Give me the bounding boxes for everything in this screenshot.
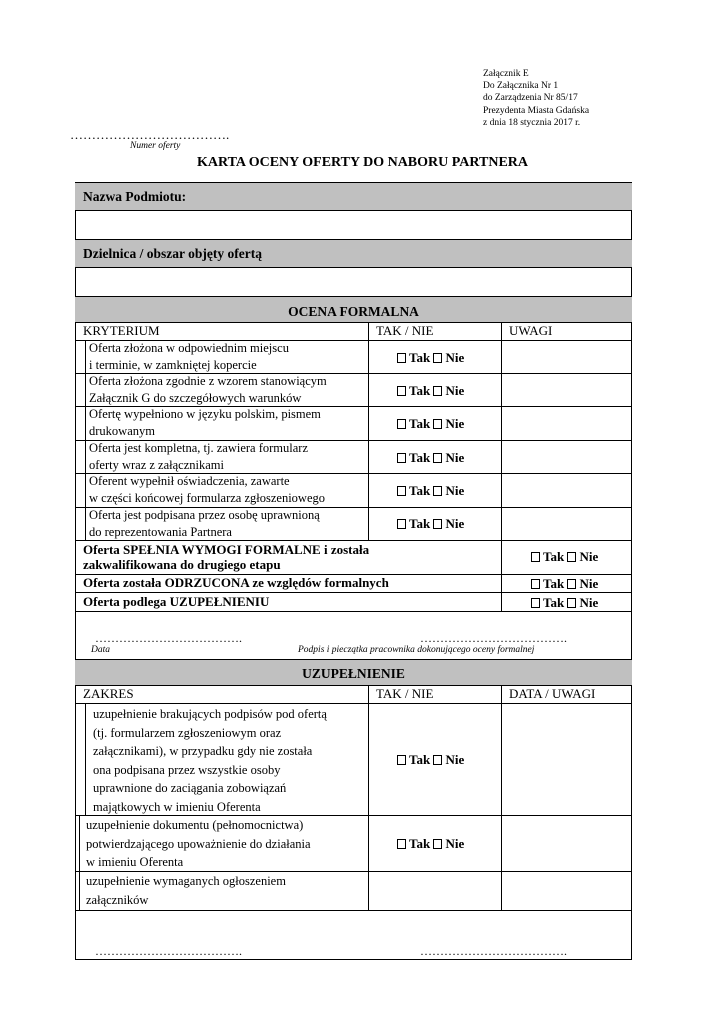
district-label: Dzielnica / obszar objęty ofertą bbox=[83, 246, 262, 261]
no-checkbox[interactable] bbox=[433, 755, 442, 765]
yes-label: Tak bbox=[409, 836, 431, 851]
result-supplement: Oferta podlega UZUPEŁNIENIU bbox=[83, 594, 270, 609]
criterion-text: Oferta jest podpisana przez osobę uprawnioną bbox=[89, 508, 320, 522]
no-label: Nie bbox=[445, 450, 465, 465]
date-label: Data bbox=[91, 645, 110, 655]
supplement-text: uzupełnienie wymaganych ogłoszeniem bbox=[86, 874, 286, 888]
no-label: Nie bbox=[445, 752, 465, 767]
entity-label: Nazwa Podmiotu: bbox=[83, 189, 187, 204]
col-yesno: TAK / NIE bbox=[376, 323, 434, 338]
district-input[interactable] bbox=[75, 268, 632, 296]
signature-field[interactable]: ………………………………. bbox=[420, 631, 567, 645]
date-field[interactable]: ………………………………. bbox=[95, 631, 242, 645]
criterion-4 bbox=[89, 440, 308, 473]
no-checkbox[interactable] bbox=[433, 419, 442, 429]
no-checkbox[interactable] bbox=[433, 519, 442, 529]
yes-no-choice bbox=[397, 752, 464, 768]
supplement-text: załączników bbox=[86, 892, 149, 907]
supplement-text: uzupełnienie dokumentu (pełnomocnictwa) bbox=[86, 818, 304, 832]
entity-header bbox=[75, 182, 632, 211]
criterion-5 bbox=[89, 473, 325, 506]
supplement-text: majątkowych w imieniu Oferenta bbox=[93, 799, 261, 814]
yes-label: Tak bbox=[409, 483, 431, 498]
attachment-note bbox=[483, 68, 589, 129]
yes-checkbox[interactable] bbox=[531, 579, 540, 589]
yes-checkbox[interactable] bbox=[397, 419, 406, 429]
no-label: Nie bbox=[579, 576, 599, 591]
criterion-text: Oferta złożona w odpowiednim miejscu bbox=[89, 341, 289, 355]
criterion-text: Oferent wypełnił oświadczenia, zawarte bbox=[89, 474, 290, 488]
yes-label: Tak bbox=[409, 450, 431, 465]
no-label: Nie bbox=[445, 416, 465, 431]
criterion-text: Załącznik G do szczegółowych warunków bbox=[89, 390, 302, 405]
attachment-line: do Zarządzenia Nr 85/17 bbox=[483, 93, 578, 104]
yes-checkbox[interactable] bbox=[397, 839, 406, 849]
result-supplement-choice bbox=[531, 595, 598, 611]
offer-number-field[interactable]: ………………………………. bbox=[70, 127, 230, 142]
offer-number-label: Numer oferty bbox=[130, 141, 181, 151]
criterion-text: w części końcowej formularza zgłoszeniowego bbox=[89, 490, 326, 505]
yes-label: Tak bbox=[409, 516, 431, 531]
criterion-text: Oferta jest kompletna, tj. zawiera formularz bbox=[89, 441, 309, 455]
yes-no-choice bbox=[397, 516, 464, 532]
attachment-line: z dnia 18 stycznia 2017 r. bbox=[483, 117, 581, 128]
no-label: Nie bbox=[445, 483, 465, 498]
yes-label: Tak bbox=[409, 383, 431, 398]
entity-input[interactable] bbox=[75, 211, 632, 239]
formal-header-label: OCENA FORMALNA bbox=[288, 304, 419, 319]
no-label: Nie bbox=[445, 383, 465, 398]
yes-label: Tak bbox=[543, 549, 565, 564]
yes-checkbox[interactable] bbox=[397, 386, 406, 396]
no-label: Nie bbox=[579, 595, 599, 610]
col-yesno: TAK / NIE bbox=[376, 686, 434, 701]
supplement-text: (tj. formularzem zgłoszeniowym oraz bbox=[93, 725, 282, 740]
criterion-text: oferty wraz z załącznikami bbox=[89, 457, 224, 472]
yes-checkbox[interactable] bbox=[397, 453, 406, 463]
no-checkbox[interactable] bbox=[433, 453, 442, 463]
criterion-text: Oferta złożona zgodnie z wzorem stanowiącym bbox=[89, 374, 327, 388]
no-label: Nie bbox=[445, 516, 465, 531]
yes-checkbox[interactable] bbox=[397, 755, 406, 765]
supplement-text: uzupełnienie brakujących podpisów pod ofertą bbox=[93, 707, 327, 721]
col-date-notes: DATA / UWAGI bbox=[509, 686, 596, 701]
yes-checkbox[interactable] bbox=[531, 552, 540, 562]
col-criterion: KRYTERIUM bbox=[83, 323, 160, 338]
yes-no-choice bbox=[397, 483, 464, 499]
attachment-line: Prezydenta Miasta Gdańska bbox=[483, 105, 590, 116]
yes-no-choice bbox=[397, 383, 464, 399]
attachment-line: Załącznik E bbox=[483, 69, 529, 79]
criterion-text: drukowanym bbox=[89, 423, 155, 438]
supplement-item-2 bbox=[86, 816, 311, 872]
no-checkbox[interactable] bbox=[567, 598, 576, 608]
no-checkbox[interactable] bbox=[433, 839, 442, 849]
result-meets bbox=[83, 542, 369, 572]
attachment-line: Do Załącznika Nr 1 bbox=[483, 81, 559, 92]
supplement-header-label: UZUPEŁNIENIE bbox=[302, 666, 405, 681]
yes-checkbox[interactable] bbox=[531, 598, 540, 608]
supplement-text: załącznikami), w przypadku gdy nie została bbox=[93, 744, 313, 758]
col-scope: ZAKRES bbox=[83, 686, 134, 701]
criterion-2 bbox=[89, 373, 327, 406]
result-meets-choice bbox=[531, 549, 598, 565]
supplement-item-3 bbox=[86, 872, 286, 909]
result-text: zakwalifikowana do drugiego etapu bbox=[83, 557, 281, 572]
yes-label: Tak bbox=[409, 350, 431, 365]
supplement-text: potwierdzającego upoważnienie do działania bbox=[86, 836, 311, 851]
col-notes: UWAGI bbox=[509, 323, 553, 338]
no-checkbox[interactable] bbox=[567, 552, 576, 562]
criterion-text: Ofertę wypełniono w języku polskim, pismem bbox=[89, 407, 321, 421]
district-header bbox=[75, 239, 632, 268]
criterion-3 bbox=[89, 406, 321, 439]
yes-label: Tak bbox=[409, 752, 431, 767]
yes-label: Tak bbox=[543, 595, 565, 610]
result-rejected: Oferta została ODRZUCONA ze względów formalnych bbox=[83, 575, 389, 590]
signature-field-2[interactable]: ………………………………. bbox=[420, 944, 567, 958]
yes-checkbox[interactable] bbox=[397, 486, 406, 496]
result-rejected-choice bbox=[531, 576, 598, 592]
yes-label: Tak bbox=[543, 576, 565, 591]
supplement-item-1 bbox=[93, 705, 327, 816]
result-text: Oferta SPEŁNIA WYMOGI FORMALNE i została bbox=[83, 542, 370, 557]
yes-no-choice bbox=[397, 350, 464, 366]
criterion-text: do reprezentowania Partnera bbox=[89, 524, 232, 539]
no-label: Nie bbox=[445, 836, 465, 851]
page-title: KARTA OCENY OFERTY DO NABORU PARTNERA bbox=[196, 155, 529, 170]
date-field-2[interactable]: ………………………………. bbox=[95, 944, 242, 958]
yes-no-choice bbox=[397, 416, 464, 432]
no-label: Nie bbox=[445, 350, 465, 365]
yes-checkbox[interactable] bbox=[397, 353, 406, 363]
no-checkbox[interactable] bbox=[433, 386, 442, 396]
criterion-text: i terminie, w zamkniętej kopercie bbox=[89, 357, 257, 372]
yes-checkbox[interactable] bbox=[397, 519, 406, 529]
yes-no-choice bbox=[397, 450, 464, 466]
no-checkbox[interactable] bbox=[567, 579, 576, 589]
criterion-6 bbox=[89, 507, 320, 540]
supplement-text: w imieniu Oferenta bbox=[86, 855, 184, 869]
supplement-header bbox=[75, 659, 632, 686]
yes-label: Tak bbox=[409, 416, 431, 431]
no-checkbox[interactable] bbox=[433, 486, 442, 496]
signature-label: Podpis i pieczątka pracownika dokonującego oceny formalnej bbox=[298, 645, 535, 655]
criterion-1 bbox=[89, 340, 289, 373]
no-checkbox[interactable] bbox=[433, 353, 442, 363]
supplement-text: ona podpisana przez wszystkie osoby bbox=[93, 762, 281, 777]
yes-no-choice bbox=[397, 836, 464, 852]
supplement-text: uprawnione do zaciągania zobowiązań bbox=[93, 781, 287, 795]
no-label: Nie bbox=[579, 549, 599, 564]
formal-header bbox=[75, 296, 632, 323]
